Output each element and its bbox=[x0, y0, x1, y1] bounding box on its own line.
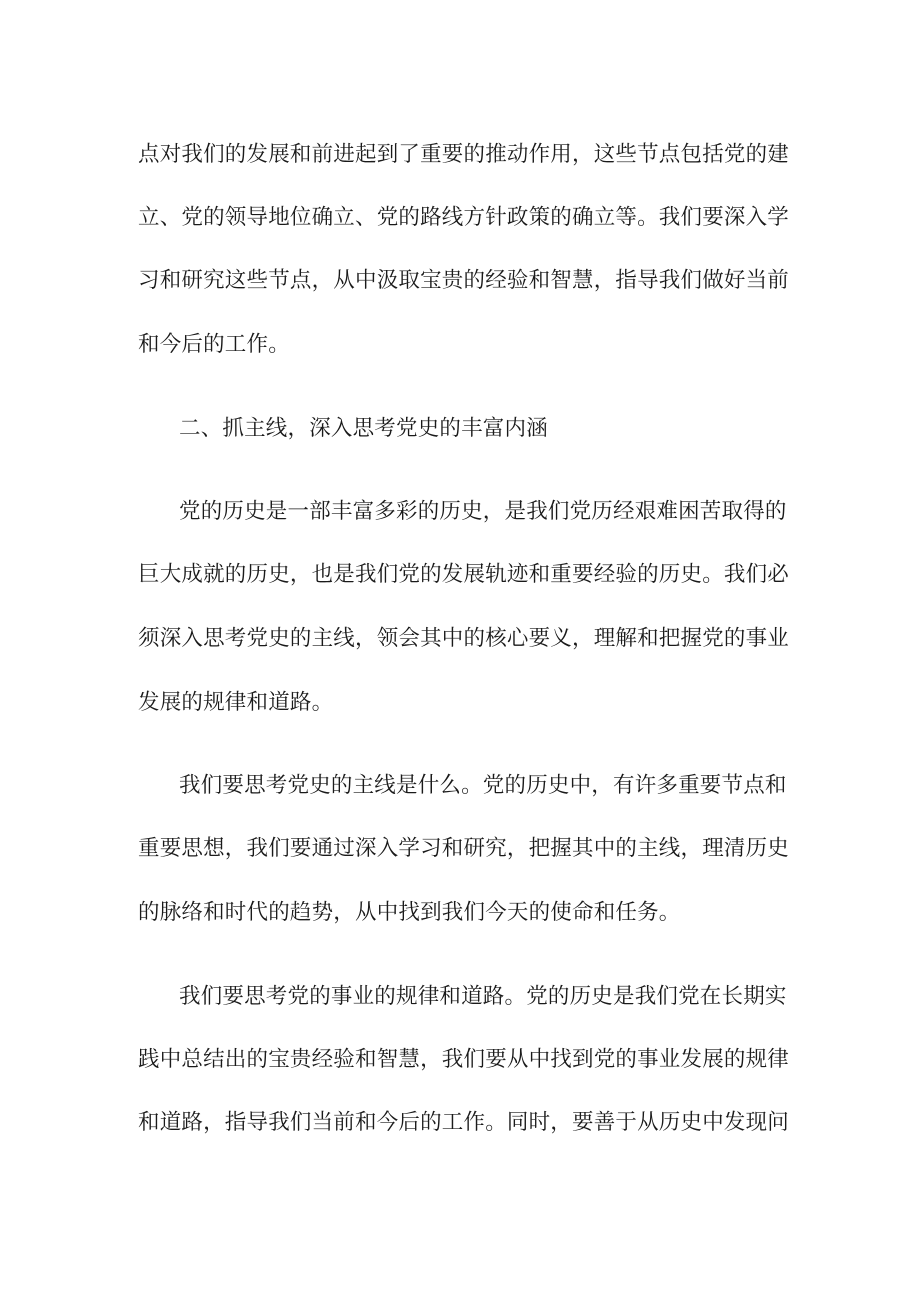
paragraph-line: 点对我们的发展和前进起到了重要的推动作用，这些节点包括党的建 bbox=[138, 142, 790, 167]
section-heading: 二、抓主线，深入思考党史的丰富内涵 bbox=[179, 416, 548, 441]
paragraph-line: 我们要思考党的事业的规律和道路。党的历史是我们党在长期实 bbox=[179, 984, 787, 1009]
paragraph-line: 的脉络和时代的趋势，从中找到我们今天的使命和任务。 bbox=[138, 900, 681, 925]
paragraph-line: 和道路，指导我们当前和今后的工作。同时，要善于从历史中发现问 bbox=[138, 1110, 790, 1135]
paragraph-line: 重要思想，我们要通过深入学习和研究，把握其中的主线，理清历史 bbox=[138, 836, 790, 861]
paragraph-line: 和今后的工作。 bbox=[138, 332, 290, 357]
paragraph-line: 立、党的领导地位确立、党的路线方针政策的确立等。我们要深入学 bbox=[138, 205, 790, 230]
paragraph-line: 须深入思考党史的主线，领会其中的核心要义，理解和把握党的事业 bbox=[138, 626, 790, 651]
paragraph-line: 习和研究这些节点，从中汲取宝贵的经验和智慧，指导我们做好当前 bbox=[138, 268, 790, 293]
paragraph-line: 践中总结出的宝贵经验和智慧，我们要从中找到党的事业发展的规律 bbox=[138, 1047, 790, 1072]
paragraph-line: 我们要思考党史的主线是什么。党的历史中，有许多重要节点和 bbox=[179, 773, 787, 798]
paragraph-line: 巨大成就的历史，也是我们党的发展轨迹和重要经验的历史。我们必 bbox=[138, 562, 790, 587]
paragraph-line: 党的历史是一部丰富多彩的历史，是我们党历经艰难困苦取得的 bbox=[179, 499, 787, 524]
paragraph-line: 发展的规律和道路。 bbox=[138, 690, 334, 715]
